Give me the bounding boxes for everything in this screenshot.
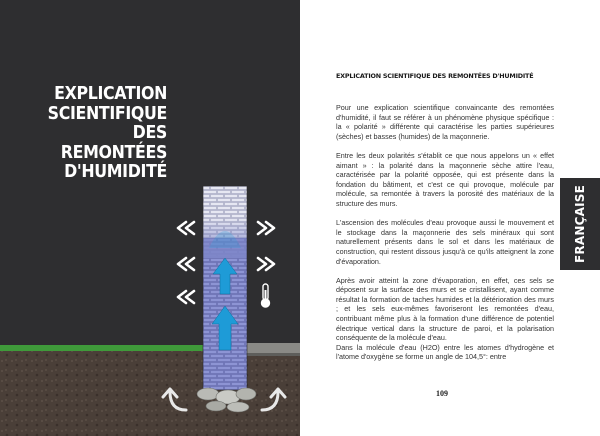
paragraph: Dans la molécule d'eau (H2O) entre les atomes d'hydrogène et l'atome d'oxygène se forme un angle de 104,5°: entre [336,342,554,362]
right-chevrons-icon [258,222,274,270]
pavement [240,343,300,353]
paragraph: Pour une explication scientifique convaincante des remontées d'humidité, il faut se référer à un phénomène physique spécifique : la « polarité » différente qui caractérise les parties supérieures (sèches) et basses (humides) de la maçonnerie. [336,103,554,141]
language-tab [560,178,600,270]
title-line: DES REMONTÉES [60,122,167,163]
pavement-edge [240,353,300,356]
paragraph: Après avoir atteint la zone d'évaporation, en effet, ces sels se déposent sur la surface des murs et se cristallisent, ayant comme résultat la formation de taches humides et la détérioration des murs ; et les sels eux-mêmes favoriseront les remontées d'eau, contribuant même plus à la formation d'une différence de potentiel électrique vertical dans la structure de paroi, et la polarisation conséquente de la molécule d'eau. [336,275,554,343]
paragraph: Entre les deux polarités s'établit ce que nous appelons un « effet aimant » : la polarité dans la maçonnerie sèche attire l'eau, caractérisée par la polarité opposée, qui est présente dans la fondation du bâtiment, et c'est ce qui provoque, molécule par molécule, sa remontée à travers la porosité des matériaux de la structure des murs. [336,150,554,208]
rising-damp-illustration [0,178,300,436]
title-line: EXPLICATION [54,83,167,104]
section-heading: EXPLICATION SCIENTIFIQUE DES REMONTÉES D'HUMIDITÉ [336,72,534,80]
thermometer-icon [262,284,270,307]
paragraph: L'ascension des molécules d'eau provoque aussi le mouvement et le stockage dans la maçonnerie des sels minéraux qui sont naturellement présents dans le sol et dans les matériaux de construction, qui restent dissous jusqu'à ce qu'ils atteignent la zone d'évaporation. [336,218,554,266]
page-number: 109 [436,389,448,398]
title-line: D'HUMIDITÉ [64,161,167,182]
left-chevrons-icon [178,222,194,303]
grass-strip [0,345,210,351]
language-label: FRANÇAISE [573,185,587,263]
chapter-title [26,84,167,182]
title-line: SCIENTIFIQUE [47,102,168,124]
body-text [336,103,554,372]
